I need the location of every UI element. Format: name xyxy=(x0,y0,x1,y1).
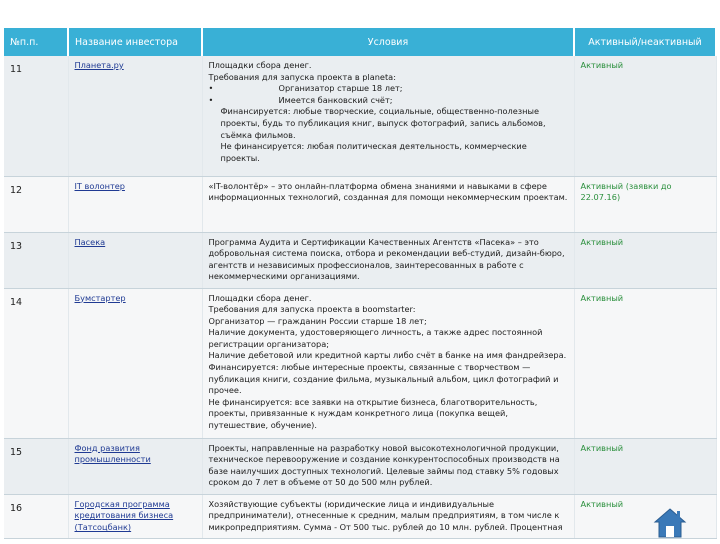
condition-line: Наличие документа, удостоверяющего личность, а также адрес постоянной регистрации организатора; xyxy=(208,327,543,349)
investor-link[interactable]: Фонд развития промышленности xyxy=(74,442,151,465)
status-cell: Активный (заявки до 22.07.16) xyxy=(574,176,716,232)
investor-link[interactable]: Планета.ру xyxy=(74,60,124,70)
conditions-cell: «IT-волонтёр» – это онлайн-платформа обмена знаниями и навыками в сфере информационных технологий, созданная для помощи некоммерческим проектам. xyxy=(202,176,574,232)
investor-link[interactable]: IT волонтер xyxy=(74,180,125,191)
investor-link[interactable]: Бумстартер xyxy=(74,292,126,303)
condition-line: Финансируется: любые интересные проекты, связанные с творчеством — публикация книги, создание фильма, музыкальный альбом, цикл фотографий и прочее. xyxy=(208,362,559,396)
condition-line: Не финансируется: все заявки на открытие бизнеса, благотворительность, проекты, привязанные к нуждам конкретного лица (покупка вещей, путешествие, обучение). xyxy=(208,396,538,431)
investor-cell xyxy=(68,176,202,232)
investors-table xyxy=(4,28,717,539)
row-number: 11 xyxy=(4,56,68,176)
condition-line: Площадки сбора денег. xyxy=(208,60,312,70)
status-cell: Активный xyxy=(574,438,716,494)
conditions-cell: Хозяйствующие субъекты (юридические лица и индивидуальные предприниматели), отнесенные к средним, малым предприятиям, в том числе к микропредприятиям. Сумма - От 500 тыс. рублей до 10 млн. рублей. Процентная xyxy=(202,494,574,538)
row-number: 12 xyxy=(4,176,68,232)
condition-bullet xyxy=(209,83,568,95)
home-icon xyxy=(652,506,688,540)
table-row xyxy=(4,438,716,494)
investor-cell xyxy=(68,232,202,288)
table-row xyxy=(4,176,716,232)
table-row xyxy=(4,56,716,176)
investor-link[interactable]: Пасека xyxy=(74,236,106,247)
row-number: 14 xyxy=(4,288,68,438)
header-status: Активный/неактивный xyxy=(574,28,716,56)
condition-line: Организатор — гражданин России старше 18 лет; xyxy=(208,315,427,326)
bullet-icon: • xyxy=(208,94,214,105)
table-header-row xyxy=(4,28,716,56)
status-cell: Активный xyxy=(574,232,716,288)
conditions-cell: Проекты, направленные на разработку новой высокотехнологичной продукции, техническое перевооружение и создание конкурентоспособных производств на базе наилучших доступных технологий. Целевые займы под ставку 5% годовых сроком до 7 лет в объеме от 50 до 500 млн рублей. xyxy=(202,438,574,494)
status-cell: Активный xyxy=(574,288,716,438)
investor-cell xyxy=(68,56,202,176)
investor-cell xyxy=(68,288,202,438)
condition-line: Финансируется: любые творческие, социальные, общественно-полезные проекты, будь то публикация книг, выпуск фотографий, запись альбомов, съёмка фильмов. xyxy=(220,106,546,140)
investor-link[interactable]: Городская программа кредитования бизнеса (Татсоцбанк) xyxy=(74,498,174,532)
condition-bullet xyxy=(209,95,568,107)
table-row xyxy=(4,494,716,538)
home-button[interactable] xyxy=(652,506,688,540)
conditions-cell xyxy=(202,288,574,438)
investor-cell xyxy=(68,438,202,494)
condition-line: Требования для запуска проекта в boomstarter: xyxy=(208,304,416,315)
condition-bullet-text: Имеется банковский счёт; xyxy=(278,94,393,105)
row-number: 13 xyxy=(4,232,68,288)
condition-line: Площадки сбора денег. xyxy=(208,292,312,303)
investor-cell xyxy=(68,494,202,538)
status-cell: Активный xyxy=(574,56,716,176)
row-number: 16 xyxy=(4,494,68,538)
row-number: 15 xyxy=(4,438,68,494)
condition-line: Требования для запуска проекта в planeta: xyxy=(208,71,396,82)
conditions-cell xyxy=(202,56,574,176)
table-row xyxy=(4,288,716,438)
header-num: №п.п. xyxy=(4,28,68,56)
investors-table-wrapper xyxy=(4,28,716,539)
condition-line: Наличие дебетовой или кредитной карты либо счёт в банке на имя фандрейзера. xyxy=(208,350,567,361)
header-conditions: Условия xyxy=(202,28,574,56)
condition-bullet-text: Организатор старше 18 лет; xyxy=(278,83,403,94)
table-row xyxy=(4,232,716,288)
conditions-cell: Программа Аудита и Сертификации Качественных Агентств «Пасека» – это добровольная система поиска, отбора и рекомендации веб-студий, дизайн-бюро, агентств и независимых профессионалов, заинтересованных в работе с некоммерческими организациями. xyxy=(202,232,574,288)
header-investor: Название инвестора xyxy=(68,28,202,56)
condition-line: Не финансируется: любая политическая деятельность, коммерческие проекты. xyxy=(220,141,527,163)
bullet-icon: • xyxy=(208,83,214,94)
status-cell: Активный xyxy=(574,494,716,538)
